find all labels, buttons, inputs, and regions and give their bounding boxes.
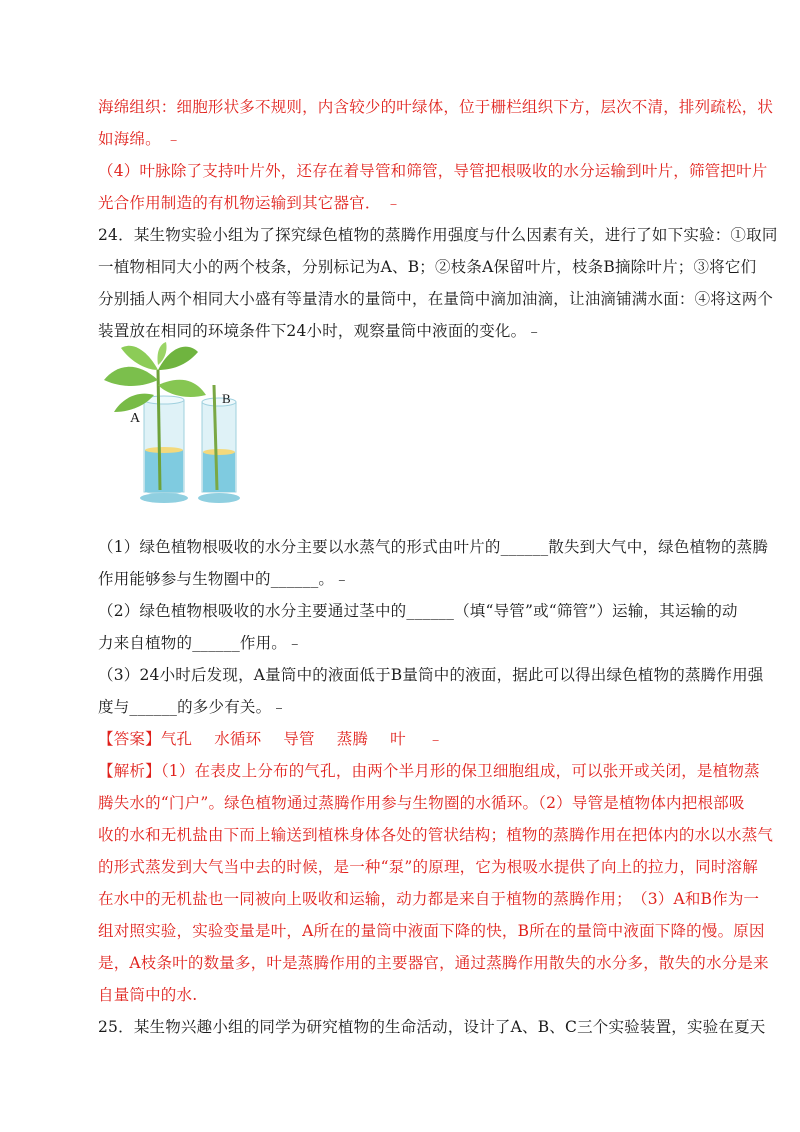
text-line: （4）叶脉除了支持叶片外，还存在着导管和筛管，导管把根吸收的水分运输到叶片，筛管把叶片 [98, 162, 768, 180]
text-line: 海绵组织：细胞形状多不规则，内含较少的叶绿体，位于栅栏组织下方，层次不清，排列疏松，状 [98, 98, 774, 116]
sub-question-1: （1）绿色植物根吸收的水分主要以水蒸气的形式由叶片的______散失到大气中，绿色植物的蒸腾 [98, 538, 769, 556]
answer-item: 气孔 [160, 730, 193, 748]
text-line: 组对照实验，实验变量是叶，A所在的量筒中液面下降的快，B所在的量筒中液面下降的慢。原因 [98, 922, 765, 940]
text-line: 在水中的无机盐也一同被向上吸收和运输，动力都是来自于植物的蒸腾作用； （3）A和B作为一 [98, 890, 760, 908]
analysis-label: 【解析】 [98, 762, 161, 780]
text-line: 收的水和无机盐由下而上输送到植株身体各处的管状结构；植物的蒸腾作用在把体内的水以水蒸气 [98, 826, 774, 844]
text-line: 作用能够参与生物圈中的______。﹣ [98, 570, 350, 588]
text-line: 光合作用制造的有机物运输到其它器官． ﹣ [98, 194, 402, 212]
text-line: 如海绵。 ﹣ [98, 130, 182, 148]
text-line: 一植物相同大小的两个枝条，分别标记为A、B；②枝条A保留叶片，枝条B摘除叶片；③将它们 [98, 258, 757, 276]
text-line: 度与______的多少有关。﹣ [98, 698, 288, 716]
text-line: 力来自植物的______作用。﹣ [98, 634, 303, 652]
answer-item: 蒸腾 [336, 730, 369, 748]
text-line: 装置放在相同的环境条件下24小时，观察量筒中液面的变化。﹣ [98, 322, 543, 340]
text-line: 分别插人两个相同大小盛有等量清水的量筒中，在量筒中滴加油滴，让油滴铺满水面：④将这两个 [98, 290, 774, 308]
answer-label: 【答案】 [98, 730, 161, 748]
answer-end-mark: ﹣ [427, 730, 444, 748]
cylinder-a [140, 396, 188, 503]
sub-question-3: （3）24小时后发现，A量筒中的液面低于B量筒中的液面，据此可以得出绿色植物的蒸腾作用强 [98, 666, 764, 684]
analysis-text: （1）在表皮上分布的气孔，由两个半月形的保卫细胞组成，可以张开或关闭，是植物蒸 [160, 762, 760, 780]
answer-line [98, 729, 708, 749]
label-b: B [222, 391, 231, 406]
experiment-figure [96, 340, 256, 520]
text-line: 是，A枝条叶的数量多，叶是蒸腾作用的主要器官，通过蒸腾作用散失的水分多，散失的水分是来 [98, 954, 769, 972]
text-line: 自量筒中的水. [98, 986, 198, 1004]
cylinder-b [198, 398, 240, 503]
answer-item: 水循环 [214, 730, 262, 748]
label-a: A [130, 411, 141, 426]
sub-question-2: （2）绿色植物根吸收的水分主要通过茎中的______（填“导管”或“筛管”）运输，其运输的动 [98, 602, 738, 620]
text-line: 腾失水的“门户”。绿色植物通过蒸腾作用参与生物圈的水循环。（2）导管是植物体内把根部吸 [98, 794, 745, 812]
answer-item: 叶 [390, 730, 406, 748]
question-24-text: 24．某生物实验小组为了探究绿色植物的蒸腾作用强度与什么因素有关，进行了如下实验：①取同 [98, 226, 778, 244]
question-25-text: 25．某生物兴趣小组的同学为研究植物的生命活动，设计了A、B、C三个实验装置，实验在夏天 [98, 1018, 766, 1036]
analysis-line [98, 761, 760, 781]
text-line: 的形式蒸发到大气当中去的时候，是一种“泵”的原理，它为根吸水提供了向上的拉力，同时溶解 [98, 858, 758, 876]
answer-item: 导管 [283, 730, 315, 748]
